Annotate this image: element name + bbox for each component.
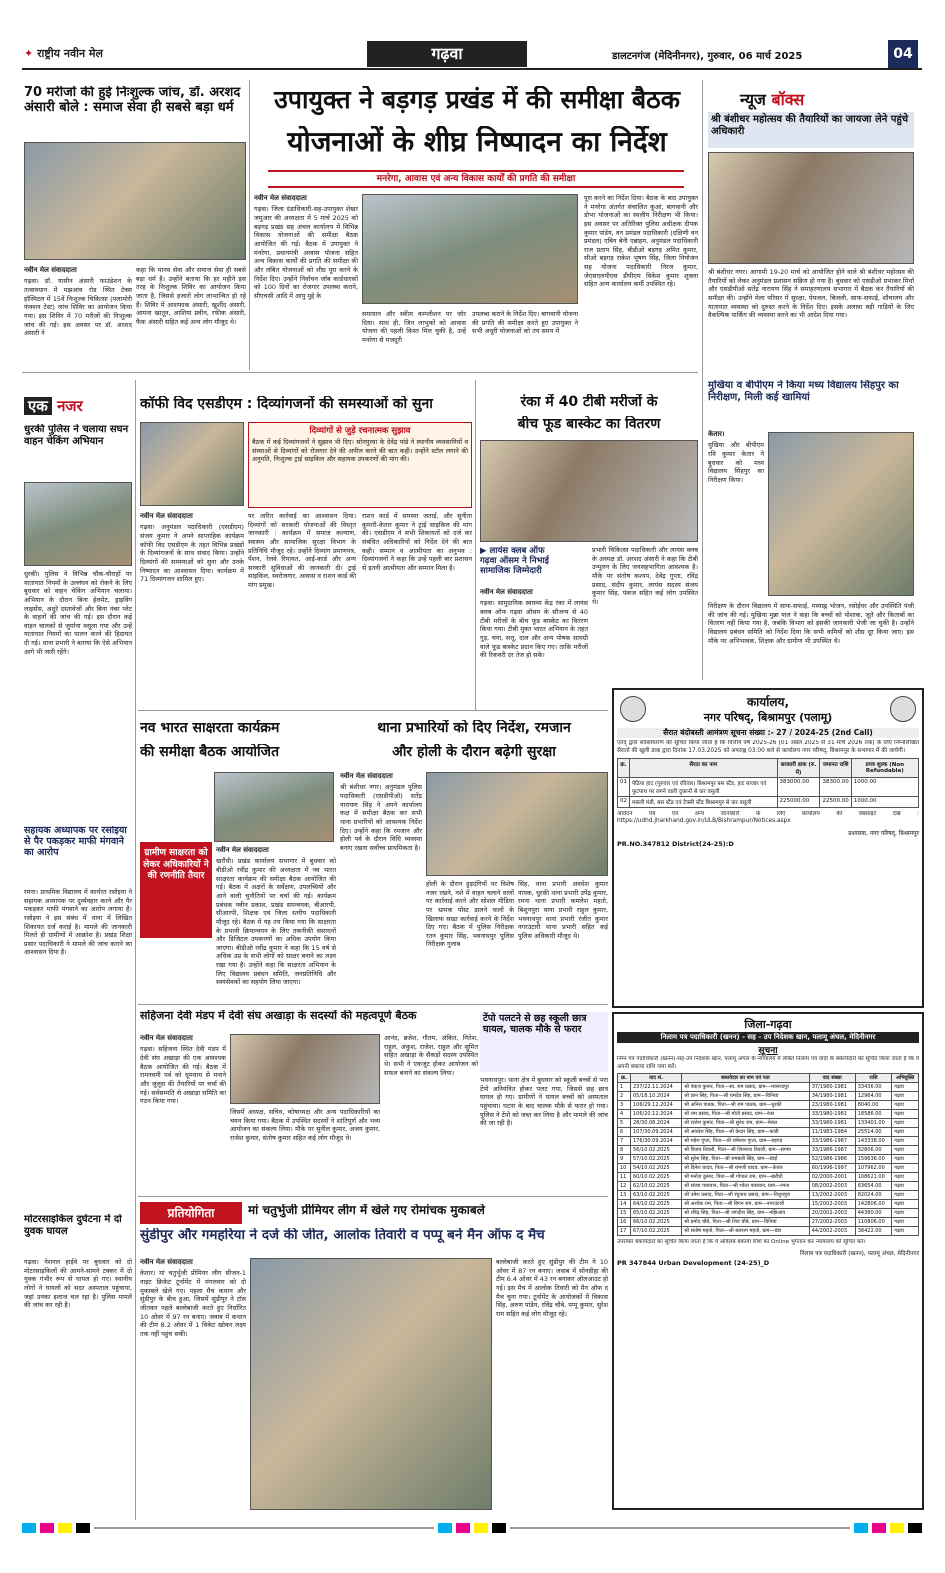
table-cell: 133401.00 xyxy=(855,1119,892,1128)
table-cell: 3 xyxy=(618,1101,631,1110)
table-cell: 34/1980-1981 xyxy=(809,1092,855,1101)
table-row xyxy=(618,1173,919,1182)
akhara-headline: सहिजना देवी मंडप में देवी संघ अखाड़ा के सदस्यों की महत्वपूर्ण बैठक xyxy=(140,1010,417,1022)
divyang-photo xyxy=(140,422,244,506)
table-cell: 54/10.02.2025 xyxy=(630,1164,681,1173)
table-cell: 106/29.12.2024 xyxy=(630,1101,681,1110)
table-row xyxy=(618,1209,919,1218)
ek-nazar-story1-headline: धुरकी पुलिस ने चलाया सघन वाहन चेकिंग अभियान xyxy=(24,424,129,447)
table-cell: 15 xyxy=(618,1209,631,1218)
table-cell: 44/2002-2003 xyxy=(809,1227,855,1236)
table-cell: 23/1980-1981 xyxy=(809,1101,855,1110)
thana-body-1 xyxy=(340,772,422,1000)
table-row xyxy=(618,1110,919,1119)
dc-headline-2: योजनाओं के शीघ्र निष्पादन का निर्देश xyxy=(287,126,667,158)
table-cell: 08/2002-2003 xyxy=(809,1182,855,1191)
table-cell: 10 xyxy=(618,1164,631,1173)
table-cell: 143338.00 xyxy=(855,1137,892,1146)
divider xyxy=(702,80,703,680)
table-cell: 57/10.02.2025 xyxy=(630,1155,681,1164)
divider xyxy=(138,1196,608,1197)
table-cell: 9 xyxy=(618,1155,631,1164)
tender-khanan-subtitle: निलाम पत्र पदाधिकारी (खनन) - सह - उप निदेशक खान, पलामू अंचल, मेदिनीनगर xyxy=(617,1032,919,1043)
page-number: 04 xyxy=(888,40,918,68)
news-box-story2-byline: केतार। xyxy=(708,430,725,438)
dc-body-2: समाधान और स्कीम कम्प्लीशन पर जोर दिया। साथ ही, जिन लाभुकों को आवास योजना की पहली किस्त मिल चुकी है, उन्हें मनरेगा से मजदूरी xyxy=(362,310,466,344)
table-cell: 63/10.02.2025 xyxy=(630,1191,681,1200)
table-header: राशि xyxy=(855,1074,892,1083)
news-box-label-a: न्यूज xyxy=(740,90,766,109)
table-cell: श्री संतोष महतो, पिता—श्री बलराम महतो, ग्राम—डंडा xyxy=(682,1227,810,1236)
table-cell: 63654.00 xyxy=(855,1182,892,1191)
tb-caption-c: सामाजिक जिम्मेदारी xyxy=(480,566,542,577)
cricket-body-1 xyxy=(140,1258,246,1510)
table-row xyxy=(618,1101,919,1110)
divyang-body-1 xyxy=(140,512,244,704)
table-cell: 16 xyxy=(618,1218,631,1227)
table-cell: श्री अनिल पाठक, पिता—श्री राम पाठक, ग्राम—धुरकी xyxy=(682,1101,810,1110)
table-cell: गढ़वा xyxy=(892,1083,919,1092)
divider xyxy=(249,80,250,370)
table-cell: श्री ज्ञान सिंह, पिता—श्री रामदेव सिंह, ग्राम—चिनियां xyxy=(682,1092,810,1101)
table-cell: 6 xyxy=(618,1128,631,1137)
akhara-body-3: आनंद, ब्रजेश, गौतम, अंकित, नितेश, राहुल, अंकुश, राजेश, राहुल और सुमित सहित अखाड़ा के सैकड़ों सदस्य उपस्थित थे। सभी ने एकजुट होकर आयोजन को सफल बनाने का संकल्प लिया। xyxy=(384,1034,478,1077)
tender-khanan-table xyxy=(617,1073,919,1236)
table-row: 01 पेठिया हाट (गुरुवार एवं रविवार) बिश्रामपुर बस स्टैंड, हाट बाजार एवं फुटपाथ पर लगने वाली दुकानों से कर वसूली 383000.00 38300.00 1000.00 xyxy=(618,777,919,796)
tb-byline: नवीन मेल संवाददाता xyxy=(480,588,533,596)
tender-nagar-table xyxy=(617,758,919,808)
table-cell: 27/2002-2003 xyxy=(809,1218,855,1227)
table-cell: गढ़वा xyxy=(892,1137,919,1146)
news-box-story2-body-2: निरीक्षण के दौरान विद्यालय में साफ-सफाई, मध्याह्न भोजन, रसोईघर और उपस्थिति पंजी की जांच की गई। मुखिया मुन्ना पाल ने कहा कि बच्चों को पोशाक, जूते और किताबों का वितरण नहीं किया गया है, जबकि विभाग को इसकी जानकारी भेजी जा चुकी है। उन्होंने विद्यालय प्रबंधन समिति को निर्देश दिया कि सभी कमियों को शीघ्र दूर किया जाए। इस मौके पर अभिभावक, शिक्षक और ग्रामीण भी उपस्थित थे। xyxy=(708,602,914,645)
ek-nazar-story3-headline: मोटरसाइकिल दुर्घटना में दो युवक घायल xyxy=(24,1214,122,1237)
table-cell: 33436.00 xyxy=(855,1083,892,1092)
ek-nazar-photo xyxy=(24,482,132,566)
dc-body-3: उपलब्ध कराने के निर्देश दिए। बागवानी योजना की प्रगति की समीक्षा करते हुए उपायुक्त ने सभी अधूरी योजनाओं को तय समय में xyxy=(472,310,578,336)
table-cell: 05/18.10.2024 xyxy=(630,1092,681,1101)
table-cell: श्री अवधेश सिंह, पिता—श्री केदार सिंह, ग्राम—कांडी xyxy=(682,1128,810,1137)
table-cell: 25514.00 xyxy=(855,1128,892,1137)
table-cell: 142806.00 xyxy=(855,1200,892,1209)
table-row xyxy=(618,1164,919,1173)
table-header: जमानत राशि xyxy=(820,758,851,777)
paper-logo xyxy=(24,46,103,61)
table-cell: 56/10.02.2025 xyxy=(630,1146,681,1155)
table-cell: 20/2002-2003 xyxy=(809,1209,855,1218)
table-header: अभियुक्ति xyxy=(892,1074,919,1083)
table-row xyxy=(618,1137,919,1146)
table-header: बकायेदार का नाम एवं पता xyxy=(682,1074,810,1083)
thana-headline-2: और होली के दौरान बढ़ेगी सुरक्षा xyxy=(392,744,556,760)
table-row xyxy=(618,1182,919,1191)
divyang-text-1: गढ़वा। अनुमंडल पदाधिकारी (एसडीएम) संजय कुमार ने अपने साप्ताहिक कार्यक्रम कॉफी विद एसडीएम के तहत विभिन्न प्रखंडों के दिव्यांगजनों के साथ संवाद किया। उन्होंने दिव्यांगों की समस्याओं को सुना और उनके निष्पादन का आश्वासन दिया। कार्यक्रम में 71 दिव्यांगजन शामिल हुए। xyxy=(140,523,244,584)
literacy-byline: नवीन मेल संवाददाता xyxy=(216,846,269,854)
camp-headline: 70 मरीजों की हुई निःशुल्क जांच, डॉ. अरशद अंसारी बोले : समाज सेवा ही सबसे बड़ा धर्म xyxy=(24,86,241,115)
literacy-headline-1: नव भारत साक्षरता कार्यक्रम xyxy=(140,720,280,736)
table-cell: गढ़वा xyxy=(892,1155,919,1164)
dc-headline-1: उपायुक्त ने बड़गड़ प्रखंड में की समीक्षा बैठक xyxy=(274,86,680,114)
table-cell: 7 xyxy=(618,1137,631,1146)
table-cell: 12 xyxy=(618,1182,631,1191)
divider xyxy=(138,710,608,711)
table-cell: श्री विजय तिवारी, पिता—श्री शिवनाथ तिवारी, ग्राम—सगमा xyxy=(682,1146,810,1155)
table-cell: 60/10.02.2025 xyxy=(630,1173,681,1182)
table-cell: श्री दिनेश यादव, पिता—श्री रामजी यादव, ग्राम—केतार xyxy=(682,1164,810,1173)
ek-nazar-label xyxy=(24,396,132,418)
news-box-story2-body-1 xyxy=(708,430,764,600)
dateline: डालटनगंज (मेदिनीनगर), गुरुवार, 06 मार्च 2025 xyxy=(612,51,803,62)
table-cell: 107/30.09.2024 xyxy=(630,1128,681,1137)
dc-body-1 xyxy=(254,194,358,366)
table-cell: 107962.00 xyxy=(855,1164,892,1173)
thana-text-1: श्री बंशीधर नगर। अनुमंडल पुलिस पदाधिकारी (एसडीपीओ) सतेंद्र नारायण सिंह ने अपने कार्यालय कक्ष में समीक्षा बैठक कर सभी थाना प्रभारियों को आवश्यक निर्देश दिए। उन्होंने कहा कि रमजान और होली पर्व के दौरान विधि व्यवस्था बनाए रखना सर्वोच्च प्राथमिकता है। xyxy=(340,783,422,852)
table-cell: 33/1980-1981 xyxy=(809,1110,855,1119)
literacy-photo xyxy=(214,772,334,842)
divider xyxy=(138,1004,608,1005)
table-cell: 65/10.02.2025 xyxy=(630,1209,681,1218)
news-box-label-b: बॉक्स xyxy=(771,90,805,109)
divyang-byline: नवीन मेल संवाददाता xyxy=(140,512,193,520)
table-header: प्रपत्र शुल्क (Non Refundable) xyxy=(851,758,918,777)
literacy-text: खरौंधी। प्रखंड कार्यालय सभागार में बुधवार को बीडीओ रवींद्र कुमार की अध्यक्षता में नव भारत साक्षरता कार्यक्रम की समीक्षा बैठक आयोजित की गई। बैठक में अक्षरों के सर्वेक्षण, उपलब्धियों और आने वाली चुनौतियों पर चर्चा की गई। कार्यक्रम प्रबंधक नवीन प्रकाश, प्रखंड समन्वयक, बीआरपी, सीआरपी, शिक्षक एवं जिला स्तरीय पदाधिकारी मौजूद रहे। बैठक में यह तय किया गया कि साक्षरता के प्रभावी क्रियान्वयन के लिए तकनीकी संसाधनों और डिजिटल उपकरणों का अधिक उपयोग किया जाएगा। बीडीओ रवींद्र कुमार ने कहा कि 15 वर्ष से अधिक उम्र के सभी लोगों को साक्षर बनाने का लक्ष्य रखा गया है। उन्होंने कहा कि साक्षरता अभियान के लिए विद्यालय प्रबंधन समिति, जनप्रतिनिधि और स्वयंसेवकों का सहयोग लिया जाएगा। xyxy=(216,857,336,987)
news-box-story1-body: श्री बंशीधर नगर। आगामी 19-20 मार्च को आयोजित होने वाले श्री बंशीधर महोत्सव की तैयारियों को लेकर अनुमंडल प्रशासन सक्रिय हो गया है। बुधवार को एसडीओ प्रभाकर मिर्धा और एसडीपीओ सतेंद्र नारायण सिंह ने समाहरणालय सभागार में बैठक कर तैयारियों की समीक्षा की। उन्होंने मेला परिसर में सुरक्षा, पेयजल, बिजली, साफ-सफाई, शौचालय और यातायात व्यवस्था को दुरुस्त करने के निर्देश दिए। इसके अलावा बड़ी गाड़ियों के लिए वैकल्पिक पार्किंग की व्यवस्था करने का भी आदेश दिया गया। xyxy=(708,268,914,320)
tb-body-2: प्रभारी चिकित्सा पदाधिकारी और लायंस क्लब के अध्यक्ष डॉ. अरशद अंसारी ने कहा कि टीबी उन्मूलन के लिए जनसहभागिता आवश्यक है। मौके पर संतोष कश्यप, देवेंद्र गुप्ता, रविंद्र प्रसाद, संदीप कुमार, लायंस सदस्य संजय कुमार सिंह, पंकज सहित कई लोग उपस्थित थे। xyxy=(592,546,698,606)
thana-byline: नवीन मेल संवाददाता xyxy=(340,772,393,780)
divyang-body-2: पर त्वरित कार्रवाई का आश्वासन दिया। दिव्यांगों को सरकारी योजनाओं की विस्तृत जानकारी : कार्यक्रम में समाज कल्याण, स्वास्थ्य और सामाजिक सुरक्षा विभाग के प्रतिनिधि मौजूद रहे। उन्होंने दिव्यांग प्रमाणपत्र, पेंशन, रेलवे रियायत, आई-कार्ड और अन्य सरकारी सुविधाओं की जानकारी दी। ट्राई साइकिल, स्वरोजगार, आवास व राशन कार्ड की मांग प्रमुख। xyxy=(248,512,356,590)
thana-headline-1: थाना प्रभारियों को दिए निर्देश, रमजान xyxy=(377,720,571,736)
cricket-text-1: केतार। मां चतुर्भुजी प्रीमियर लीग सीजन-1 नाइट क्रिकेट टूर्नामेंट में मंगलवार को दो मुकाबले खेले गए। पहला मैच कथान और सुंडीपुर के बीच हुआ, जिसमें सुंडीपुर ने टॉस जीतकर पहले बल्लेबाजी करते हुए निर्धारित 10 ओवर में 97 रन बनाए। जवाब में कथान की टीम 8.2 ओवर में 1 विकेट खोकर लक्ष्य तक नहीं पहुंच सकी। xyxy=(140,1269,246,1338)
table-cell: 67/10.02.2025 xyxy=(630,1227,681,1236)
table-header: सरकारी डाक (रु. में) xyxy=(777,758,820,777)
table-cell: गढ़वा xyxy=(892,1182,919,1191)
table-cell: गढ़वा xyxy=(892,1128,919,1137)
divyang-box-title: दिव्यांगों से जुड़े रचनात्मक सुझाव xyxy=(309,426,411,436)
literacy-side-label: ग्रामीण साक्षरता को लेकर अधिकारियों ने की रणनीति तैयार xyxy=(140,842,212,938)
table-cell: 18586.00 xyxy=(855,1110,892,1119)
cricket-body-2: बल्लेबाजी करते हुए सुंडीपुर की टीम ने 10 ओवर में 87 रन बनाए। जवाब में सोनडीहा की टीम 6.4 ओवर में 43 रन बनाकर ऑलआउट हो गई। इस मैच में आलोक तिवारी को मैन ऑफ द मैच चुना गया। टूर्नामेंट के आयोजकों में विकास सिंह, अरुण पांडेय, रविंद्र चौबे, पप्पू कुमार, सुरेश राम सहित कई लोग मौजूद रहे। xyxy=(496,1258,608,1318)
table-cell: 159636.00 xyxy=(855,1155,892,1164)
table-cell: 8 xyxy=(618,1146,631,1155)
table-row xyxy=(618,1092,919,1101)
divyang-body-3: राशन कार्ड में समस्या जताई, और सुनीता कुमारी-केतार कुमार ने ट्राई साइकिल की मांग की। एसडीएम ने सभी शिकायतों को दर्ज कर संबंधित अधिकारियों को निर्देश देने की बात कही। सम्मान व आत्मीयता का अनुभव : दिव्यांगजनों ने कहा कि उन्हें पहली बार प्रशासन से इतनी आत्मीयता और सम्मान मिला है। xyxy=(362,512,472,572)
news-box-story2-headline: मुखिया व बीपीएम ने किया मध्य विद्यालय सिंहपुर का निरीक्षण, मिली कई खामियां xyxy=(708,380,899,403)
table-cell: गढ़वा xyxy=(892,1209,919,1218)
table-cell: 5 xyxy=(618,1119,631,1128)
table-cell: श्री संजय पासवान, पिता—श्री भोला पासवान, ग्राम—रमना xyxy=(682,1182,810,1191)
table-cell: 32806.00 xyxy=(855,1146,892,1155)
table-header: क्र. xyxy=(618,1074,631,1083)
table-cell: श्री प्रमोद चौबे, पिता—श्री शिव चौबे, ग्राम—चिनियां xyxy=(682,1218,810,1227)
paper-name: राष्ट्रीय नवीन मेल xyxy=(37,47,103,60)
thana-photo xyxy=(426,772,608,876)
table-cell: 66/10.02.2025 xyxy=(630,1218,681,1227)
dc-photo xyxy=(362,194,578,304)
tender-nagar-seal-right xyxy=(890,696,916,722)
tender-nagar-seal-left xyxy=(620,696,646,722)
cricket-headline: सुंडीपुर और गमहरिया ने दर्ज की जीत, आलोक तिवारी व पप्पू बने मैन ऑफ द मैच xyxy=(140,1228,545,1243)
table-cell: गढ़वा xyxy=(892,1101,919,1110)
table-row xyxy=(618,1191,919,1200)
dc-subhead-text: मनरेगा, आवास एवं अन्य विकास कार्यों की प्रगति की समीक्षा xyxy=(376,174,576,184)
ek-nazar-story2-headline: सहायक अध्यापक पर रसोइया से पैर पकड़कर माफी मंगवाने का आरोप xyxy=(24,826,127,858)
divider xyxy=(475,380,476,710)
news-box-story2-text-1: मुखिया और बीपीएम रवि कुमार केतार ने बुधवार को मध्य विद्यालय सिंहपुर का निरीक्षण किया। xyxy=(708,441,764,484)
table-row xyxy=(618,1128,919,1137)
cricket-byline: नवीन मेल संवाददाता xyxy=(140,1258,193,1266)
table-cell: गढ़वा xyxy=(892,1227,919,1236)
table-header: क्र. xyxy=(618,758,630,777)
table-cell: 11 xyxy=(618,1173,631,1182)
table-cell: श्री मनोज कुमार, पिता—श्री गोपाल राम, ग्राम—खरौंधी xyxy=(682,1173,810,1182)
masthead xyxy=(22,38,922,70)
akhara-text-1: गढ़वा। सहिजना स्थित देवी मंडप में देवी संघ अखाड़ा की एक आवश्यक बैठक आयोजित की गई। बैठक में रामनवमी पर्व को धूमधाम से मनाने और जुलूस की तैयारियों पर चर्चा की गई। सर्वसम्मति से अखाड़ा समिति का गठन किया गया। xyxy=(140,1045,226,1106)
literacy-headline-2: की समीक्षा बैठक आयोजित xyxy=(140,744,280,760)
table-cell: गढ़वा xyxy=(892,1119,919,1128)
tb-headline-2: बीच फूड बास्केट का वितरण xyxy=(517,416,661,432)
dc-body-4: पूरा करने का निर्देश दिया। बैठक के बाद उपायुक्त ने मनरेगा अंतर्गत संचालित कुआं, बागवानी और डोभा योजनाओं का स्थलीय निरीक्षण भी किया। इस अवसर पर अतिरिक्त पुलिस अधीक्षक दीपक कुमार पांडेय, वन प्रमंडल पदाधिकारी (दक्षिणी वन प्रमंडल) एबिन बेनी एब्राहम, अनुमंडल पदाधिकारी राज प्रताप सिंह, बीडीओ बड़गड़ अमित कुमार, सीओ बड़गड़ राकेश भूषण सिंह, जिला नियोजन सह योजना पदाधिकारी निरज कुमार, जेएसएलपीएस डीपीएम विकेश कुमार शुक्ला सहित अन्य कार्यालय कर्मी उपस्थित रहे। xyxy=(584,194,698,289)
akhara-body-1 xyxy=(140,1034,226,1190)
table-cell: 02/2000-2001 xyxy=(809,1173,855,1182)
camp-byline: नवीन मेल संवाददाता xyxy=(24,266,77,274)
tender-nagar-signature: प्रशासक, नगर परिषद्, बिश्रामपुर xyxy=(848,830,919,838)
tender-nagar-footer: आवेदन पत्र एवं अन्य जानकारी के लिए कार्यालय की वेबसाइट देखें : https://udhd.jharkhand.gov.in/ULB/Bishrampur/Notices.aspx xyxy=(617,810,919,825)
table-cell: 108621.00 xyxy=(855,1173,892,1182)
divider xyxy=(22,372,698,373)
tb-caption-b: गढ़वा ऑसम ने निभाई xyxy=(480,556,549,567)
table-cell: 15/2002-2003 xyxy=(809,1200,855,1209)
table-cell: 38422.00 xyxy=(855,1227,892,1236)
table-cell: 8040.00 xyxy=(855,1101,892,1110)
table-row xyxy=(618,1146,919,1155)
table-cell: गढ़वा xyxy=(892,1146,919,1155)
table-cell: 176/30.09.2024 xyxy=(630,1137,681,1146)
table-cell: 4 xyxy=(618,1110,631,1119)
table-cell: 82024.00 xyxy=(855,1191,892,1200)
section-label: गढ़वा xyxy=(367,41,527,67)
table-cell: श्री सुरेश सिंह, पिता—श्री रामबली सिंह, ग्राम—डंडई xyxy=(682,1155,810,1164)
table-cell: श्री महेश गुप्ता, पिता—श्री रामेश्वर गुप्ता, ग्राम—बड़गड़ xyxy=(682,1137,810,1146)
tender-nagar-notice-label: सैरात बंदोबस्ती आमंत्रण सूचना संख्या :- 27 / 2024-25 (2nd Call) xyxy=(617,728,919,738)
literacy-body xyxy=(216,846,336,996)
camp-text-1: गढ़वा। डॉ. यासीन अंसारी फाउंडेशन के तत्वावधान में मझआंव रोड स्थित टेक्स हॉस्पिटल में 15वें निःशुल्क चिकित्सा (पलामोरी फंक्शन टेस्ट) जांच शिविर का आयोजन किया गया। इस शिविर में 70 मरीजों की निःशुल्क जांच की गई। इस अवसर पर डॉ. अरशद अंसारी ने xyxy=(24,277,132,338)
thana-body-2: होली के दौरान हुड़दंगियों पर विशेष नजर रखने, नशे में वाहन चलाने वालों पर कार्रवाई करने और सोशल मीडिया पर भ्रामक पोस्ट डालने वालों के खिलाफ सख्त कार्रवाई करने के निर्देश दिए गए। बैठक में पुलिस निरीक्षक रतन कुमार सिंह, भवनाथपुर पुलिस निरीक्षक गुलाब xyxy=(426,880,514,949)
cricket-tag: प्रतियोगिता xyxy=(140,1202,242,1224)
table-row xyxy=(618,1119,919,1128)
table-cell: श्री रविंद्र सिंह, पिता—श्री जगदीश सिंह, ग्राम—मझिआंव xyxy=(682,1209,810,1218)
camp-photo xyxy=(24,142,246,260)
table-cell: 44380.00 xyxy=(855,1209,892,1218)
table-cell: 17 xyxy=(618,1227,631,1236)
table-cell: 28/30.08.2024 xyxy=(630,1119,681,1128)
tb-caption-a: लायंस क्लब ऑफ xyxy=(489,546,545,556)
divider xyxy=(135,380,136,1520)
table-header: वाद सं. xyxy=(630,1074,681,1083)
divyang-headline: कॉफी विद एसडीएम : दिव्यांगजनों की समस्याओं को सुना xyxy=(140,396,433,412)
table-cell: 110806.00 xyxy=(855,1218,892,1227)
ek-nazar-label-a: एक xyxy=(24,397,52,415)
ek-nazar-story3-body: गढ़वा। नेशनल हाईवे पर बुधवार को दो मोटरसाइकिलों की आमने-सामने टक्कर में दो युवक गंभीर रूप से घायल हो गए। स्थानीय लोगों ने घायलों को सदर अस्पताल पहुंचाया, जहां उनका इलाज चल रहा है। पुलिस मामले की जांच कर रही है। xyxy=(24,1258,132,1310)
camp-body-2: कहा कि मानव सेवा और समाज सेवा ही सबसे बड़ा धर्म है। उन्होंने बताया कि हर महीने इस तरह के निःशुल्क शिविर का आयोजन किया जाता है, जिससे हजारों लोग लाभान्वित हो रहे हैं। शिविर में आशफाक अंसारी, खुर्शीद अंसारी, आमना खातून, आशिया प्रवीन, रफीक अंसारी, फैक अंसारी सहित कई अन्य लोग मौजूद थे। xyxy=(136,266,246,326)
table-row xyxy=(618,1227,919,1236)
table-cell: गढ़वा xyxy=(892,1092,919,1101)
akhara-photo xyxy=(230,1034,380,1104)
table-row xyxy=(618,1083,919,1092)
tender-khanan-intro: निम्न पत्र पदाधिकारी (खनन)-सह-उप निदेशक खान, पलामू अंचल के न्यायालय में लंबित निलाम पत्र वादों के बकायेदारों को सूचित किया जाता है कि वे अपनी बकाया राशि जमा करें। xyxy=(617,1056,919,1070)
table-cell: गढ़वा xyxy=(892,1218,919,1227)
tempo-body: भवनाथपुर। थाना क्षेत्र में बुधवार को स्कूली बच्चों से भरा टेंपो अनियंत्रित होकर पलट गया, जिससे छह छात्र घायल हो गए। ग्रामीणों ने घायल बच्चों को अस्पताल पहुंचाया। घटना के बाद चालक मौके से फरार हो गया। पुलिस ने टेंपो को जब्त कर लिया है और मामले की जांच की जा रही है। xyxy=(480,1076,608,1128)
tender-nagar-intro: एतद् द्वारा सर्वसाधारण को सूचित किया जाता है कि वित्तीय वर्ष 2025-26 (01 अप्रैल 2025 से 31 मार्च 2026 तक) के लिए निम्नलिखित सैरातों की खुली डाक द्वारा दिनांक 17.03.2025 को अपराह्न 03.00 बजे से कार्यालय नगर परिषद्, बिश्रामपुर के सभागार में की जायेगी। xyxy=(617,740,919,754)
tender-nagar-subtitle: नगर परिषद्, बिश्रामपुर (पलामू) xyxy=(703,711,833,724)
akhara-body-2: जिसमें अध्यक्ष, सचिव, कोषाध्यक्ष और अन्य पदाधिकारियों का चयन किया गया। बैठक में उपस्थित सदस्यों ने शांतिपूर्ण और भव्य आयोजन का संकल्प लिया। मौके पर सुनील कुमार, अजय कुमार, राजेश कुमार, संतोष कुमार सहित कई लोग मौजूद थे। xyxy=(230,1108,380,1142)
table-cell: 2 xyxy=(618,1092,631,1101)
ek-nazar-story1-body: धुरकी। पुलिस ने विभिन्न चौक-चौराहों पर यातायात नियमों के उल्लंघन को रोकने के लिए बुधवार को वाहन चेकिंग अभियान चलाया। अभियान के दौरान बिना हेलमेट, ड्राइविंग लाइसेंस, अधूरे दस्तावेजों और बिना नंबर प्लेट के वाहनों की जांच की गई। इस दौरान कई वाहन चालकों से जुर्माना वसूला गया और उन्हें यातायात नियमों का पालन करने की हिदायत दी गई। थाना प्रभारी ने बताया कि ऐसे अभियान आगे भी जारी रहेंगे। xyxy=(24,570,132,656)
table-cell: 13 xyxy=(618,1191,631,1200)
table-row xyxy=(618,1155,919,1164)
table-cell: गढ़वा xyxy=(892,1191,919,1200)
tender-nagar xyxy=(612,688,924,1008)
table-cell: श्री पंकज कुमार, पिता—स्व. राम प्रसाद, ग्राम—भवनाथपुर xyxy=(682,1083,810,1092)
triangle-icon: ▶ xyxy=(480,546,490,556)
table-row xyxy=(618,1200,919,1209)
ek-nazar-label-b: नजर xyxy=(57,397,83,415)
news-box-photo2 xyxy=(768,432,914,596)
table-cell: गढ़वा xyxy=(892,1200,919,1209)
table-cell: 33/1980-1981 xyxy=(809,1119,855,1128)
table-cell: 11/1983-1984 xyxy=(809,1128,855,1137)
tender-nagar-pr-no: PR.NO.347812 District(24-25):D xyxy=(617,840,734,849)
table-cell: 33/1986-1987 xyxy=(809,1137,855,1146)
table-header: वाद संख्या xyxy=(809,1074,855,1083)
table-cell: 37/1980-1981 xyxy=(809,1083,855,1092)
tender-khanan-notice-label: सूचना xyxy=(758,1046,778,1056)
tempo-headline: टेंपो पलटने से छह स्कूली छात्र घायल, चालक मौके से फरार xyxy=(480,1012,608,1072)
table-cell: 13/2002-2003 xyxy=(809,1191,855,1200)
table-cell: श्री उमेश प्रसाद, पिता—श्री रघुनाथ प्रसाद, ग्राम—विशुनपुरा xyxy=(682,1191,810,1200)
news-box-label xyxy=(740,88,804,110)
dc-text-1: गढ़वा। जिला दंडाधिकारी-सह-उपायुक्त शेखर जमुआर की अध्यक्षता में 5 मार्च 2025 को बड़गड़ प्रखंड सह अंचल कार्यालय में विभिन्न विकास योजनाओं की समीक्षा बैठक आयोजित की गई। बैठक में उपायुक्त ने मनरेगा, प्रधानमंत्री आवास योजना सहित अन्य विकास कार्यों की प्रगति की समीक्षा की और लंबित योजनाओं को शीघ्र पूरा करने के निर्देश दिए। उन्होंने निर्वाचन जॉब कार्डधारकों को 100 दिनों का रोजगार उपलब्ध कराने, सीएचसी आदि में आयु मुद्दे के xyxy=(254,205,358,300)
table-cell: 237/22.11.2024 xyxy=(630,1083,681,1092)
table-cell: 1 xyxy=(618,1083,631,1092)
table-cell: 33/1986-1987 xyxy=(809,1146,855,1155)
divyang-box-body: बैठक में कई दिव्यांगजनों ने सुझाव भी दिए। सोनपुरवा के देवेंद्र पांडे ने स्थानीय व्यवसायियों व संस्थाओं से दिव्यांगों को रोजगार देने की अपील करने की बात कही। उन्होंने स्टॉल लगाने की अनुमति, निःशुल्क ट्राई साइकिल और सहायक उपकरणों की मांग की। xyxy=(252,438,468,464)
tender-khanan-pr-no: PR 347844 Urban Development (24-25)_D xyxy=(617,1258,770,1267)
cricket-photo xyxy=(250,1258,492,1510)
camp-body-1 xyxy=(24,266,132,362)
table-cell: गढ़वा xyxy=(892,1110,919,1119)
table-cell: 52/1986-1986 xyxy=(809,1155,855,1164)
akhara-byline: नवीन मेल संवाददाता xyxy=(140,1034,193,1042)
table-row xyxy=(618,1218,919,1227)
table-cell: 64/10.02.2025 xyxy=(630,1200,681,1209)
tb-text-1: गढ़वा। सामुदायिक स्वास्थ्य केंद्र रंका में लायंस क्लब ऑफ गढ़वा ऑसम के सौजन्य से 40 टीबी मरीजों के बीच फूड बास्केट का वितरण किया गया। टीबी मुक्त भारत अभियान के तहत गुड़, चना, सत्तू, दाल और अन्य पोषक सामग्री वाले फूड बास्केट प्रदान किए गए। ताकि मरीजों की रिकवरी दर तेज हो सके। xyxy=(480,599,588,660)
bird-icon: ✦ xyxy=(24,47,34,60)
news-box-story1-headline: श्री बंशीधर महोत्सव की तैयारियों का जायजा लेने पहुंचे अधिकारी xyxy=(708,112,914,148)
news-box-photo1 xyxy=(708,152,914,264)
table-row: 02 मछली मंडी, बस स्टैंड एवं टैक्सी स्टैंड बिश्रामपुर से कर वसूली 225000.00 22500.00 1000.00 xyxy=(618,796,919,807)
table-header: सैरात का नाम xyxy=(630,758,778,777)
table-cell: गढ़वा xyxy=(892,1164,919,1173)
cricket-kicker: मां चतुर्भुजी प्रीमियर लीग में खेले गए रोमांचक मुकाबले xyxy=(248,1204,485,1217)
tender-khanan-signature: निलाम पत्र पदाधिकारी (खनन), पलामू अंचल, मेदिनीनगर xyxy=(799,1250,919,1257)
table-cell: 62/10.02.2025 xyxy=(630,1182,681,1191)
table-cell: श्री राजेश कुमार, पिता—श्री सुरेश राम, ग्राम—मेराल xyxy=(682,1119,810,1128)
tender-khanan xyxy=(612,1012,924,1510)
color-registration-strip xyxy=(22,1522,922,1534)
tender-khanan-title: जिला-गढ़वा xyxy=(744,1018,792,1031)
tender-khanan-rows xyxy=(618,1083,919,1236)
table-cell: 12964.00 xyxy=(855,1092,892,1101)
table-cell: श्री अशोक राम, पिता—श्री बिगन राम, ग्राम—नगरउंटारी xyxy=(682,1200,810,1209)
tb-photo xyxy=(480,440,698,542)
table-cell: 14 xyxy=(618,1200,631,1209)
table-cell: श्री राम प्रसाद, पिता—श्री मोती प्रसाद, ग्राम—रंका xyxy=(682,1110,810,1119)
tb-caption xyxy=(480,546,588,584)
table-cell: 60/1996-1997 xyxy=(809,1164,855,1173)
ek-nazar-story2-body: रमना। प्राथमिक विद्यालय में कार्यरत रसोइया ने सहायक अध्यापक पर दुर्व्यवहार करने और पैर पकड़कर माफी मंगवाने का आरोप लगाया है। रसोइया ने इस संबंध में थाना में लिखित शिकायत दर्ज कराई है। मामले की जानकारी मिलते ही ग्रामीणों में आक्रोश है। प्रखंड शिक्षा प्रसार पदाधिकारी ने मामले की जांच कराने का आश्वासन दिया है। xyxy=(24,888,132,957)
table-cell: गढ़वा xyxy=(892,1173,919,1182)
table-cell: 106/20.12.2024 xyxy=(630,1110,681,1119)
tender-khanan-footer: उपरोक्त बकायेदारों को सूचित किया जाता है कि वे अविलंब बकाया राशि का Online भुगतान कर न्यायालय को सूचित करें। xyxy=(617,1239,866,1246)
divyang-info-box xyxy=(248,422,472,508)
thana-body-3: सिंह, थाना प्रभारी अवधेश कुमार नायक, धुरकी थाना प्रभारी उपेंद्र कुमार, रमना थाना प्रभारी कमलेश महतो, बिशुनपुरा थाना प्रभारी राहुल कुमार, भवनाथपुर थाना प्रभारी रंजीत कुमार नगरउंटारी थाना प्रभारी सहित कई पुलिस अधिकारी मौजूद थे। xyxy=(518,880,608,940)
tb-body-1 xyxy=(480,588,588,704)
tb-headline-1: रंका में 40 टीबी मरीजों के xyxy=(520,394,658,410)
dc-byline: नवीन मेल संवाददाता xyxy=(254,194,307,202)
tender-nagar-title: कार्यालय, xyxy=(746,695,790,709)
dc-subhead xyxy=(268,170,684,188)
